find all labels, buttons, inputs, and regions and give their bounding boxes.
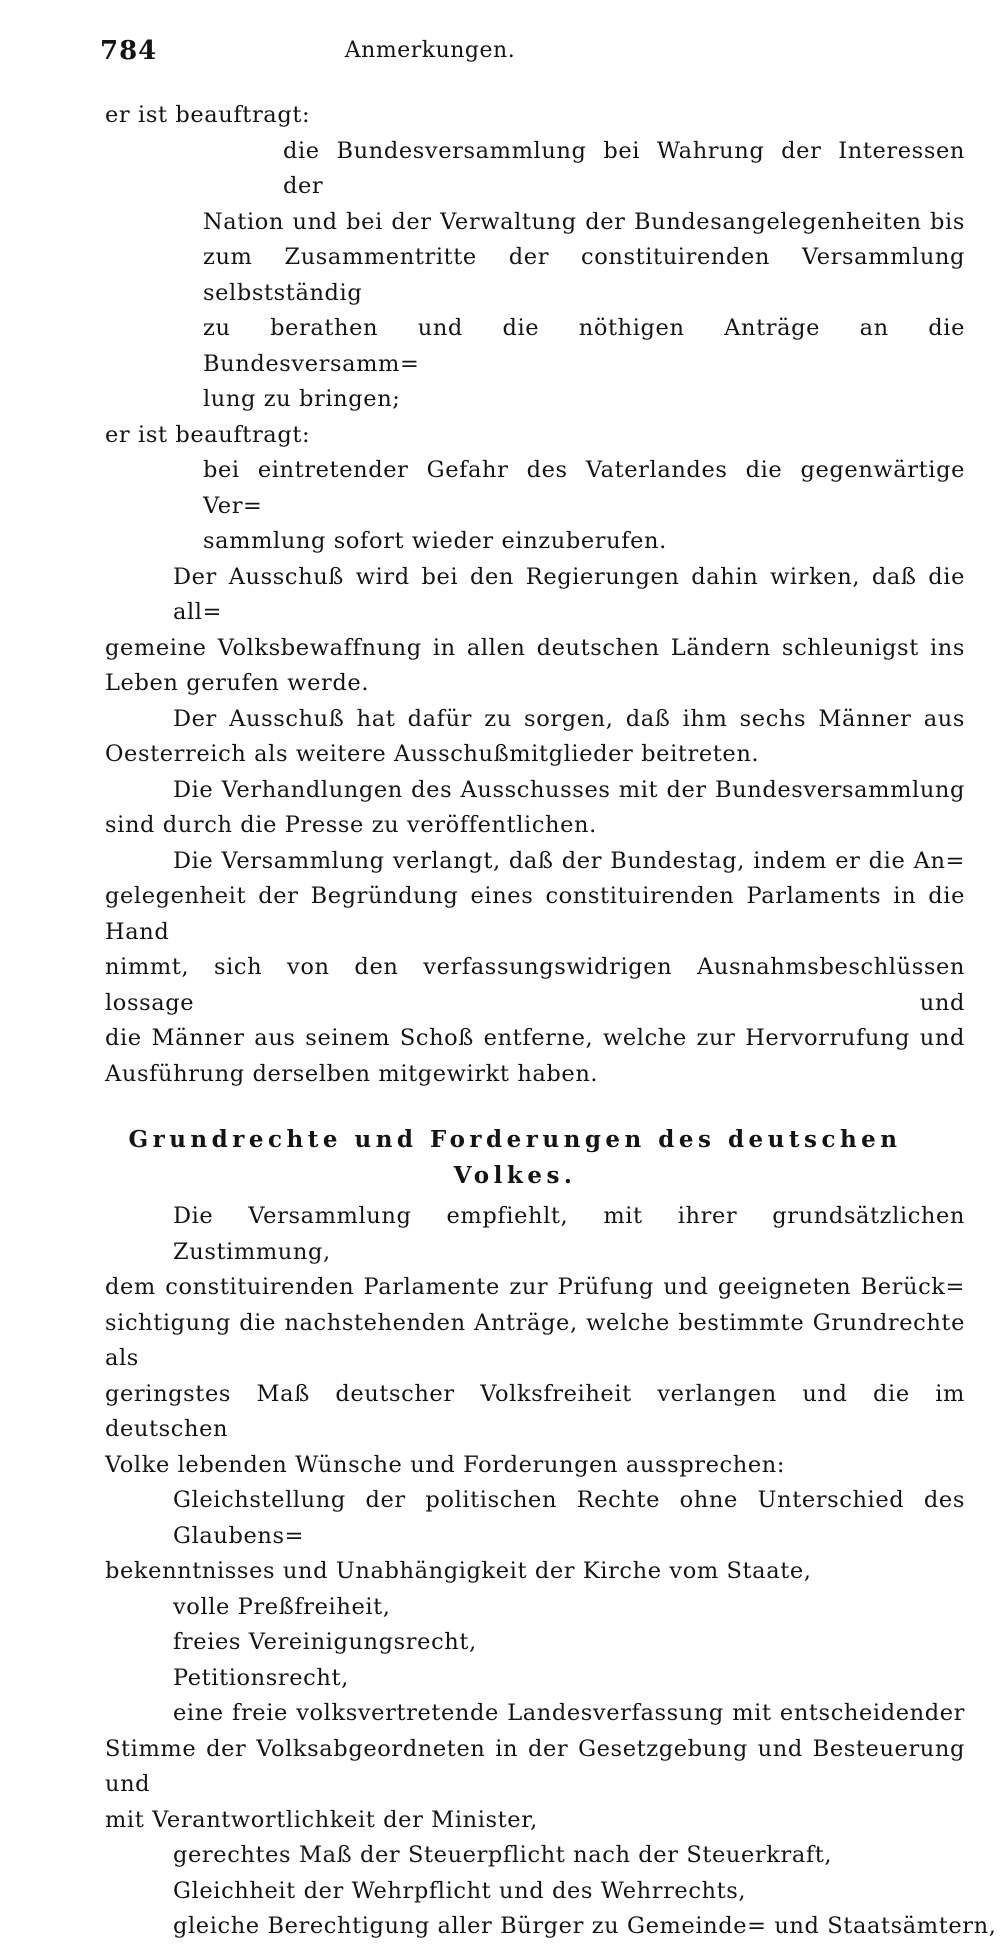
paragraph-line: Die Versammlung verlangt, daß der Bundestag, indem er die An= (173, 847, 965, 874)
paragraph-line: Ausführung derselben mitgewirkt haben. (105, 1060, 599, 1087)
demand-item-line: mit Verantwortlichkeit der Minister, (105, 1806, 538, 1833)
demand-item: gleiche Berechtigung aller Bürger zu Gemeinde= und Staatsämtern, (173, 1913, 997, 1939)
demand-item: gerechtes Maß der Steuerpflicht nach der Steuerkraft, (173, 1842, 833, 1868)
block1-lead: er ist beauftragt: (105, 102, 311, 128)
section-intro-line: Volke lebenden Wünsche und Forderungen aussprechen: (105, 1451, 786, 1478)
demand-item-line: Gleichstellung der politischen Rechte ohne Unterschied des Glaubens= (173, 1487, 965, 1549)
block1-line: zu berathen und die nöthigen Anträge an die Bundesversamm= (203, 315, 965, 377)
demand-item: freies Vereinigungsrecht, (173, 1629, 477, 1655)
block1-line: Nation und bei der Verwaltung der Bundesangelegenheiten bis (203, 208, 965, 235)
block2-lead: er ist beauftragt: (105, 421, 311, 448)
running-head: Anmerkungen. (344, 38, 516, 63)
paragraph-line: Leben gerufen werde. (105, 670, 370, 696)
block1-line: die Bundesversammlung bei Wahrung der Interessen der (283, 137, 965, 199)
paragraph-line: Der Ausschuß hat dafür zu sorgen, daß ihm sechs Männer aus (173, 705, 965, 732)
paragraph-line: Oesterreich als weitere Ausschußmitglieder beitreten. (105, 741, 760, 767)
block2-line: bei eintretender Gefahr des Vaterlandes die gegenwärtige Ver= (203, 457, 965, 519)
body-text (105, 98, 997, 1945)
section-heading: Grundrechte und Forderungen des deutschen Volkes. (128, 1126, 902, 1189)
demand-item: Petitionsrecht, (173, 1664, 349, 1691)
demand-item: Gleichheit der Wehrpflicht und des Wehrrechts, (173, 1877, 747, 1904)
demand-item-line: Stimme der Volksabgeordneten in der Gesetzgebung und Besteuerung und (105, 1735, 965, 1797)
paragraph-line: nimmt, sich von den verfassungswidrigen Ausnahmsbeschlüssen lossage und (105, 954, 965, 1016)
section-intro-line: Die Versammlung empfiehlt, mit ihrer grundsätzlichen Zustimmung, (173, 1203, 965, 1265)
section-intro-line: geringstes Maß deutscher Volksfreiheit verlangen und die im deutschen (105, 1380, 965, 1442)
demand-item-line: eine freie volksvertretende Landesverfassung mit entscheidender (173, 1700, 965, 1726)
block1-line: lung zu bringen; (203, 386, 401, 412)
demand-item-line: bekenntnisses und Unabhängigkeit der Kirche vom Staate, (105, 1558, 812, 1584)
paragraph-line: sind durch die Presse zu veröffentlichen. (105, 812, 597, 838)
paragraph-line: gelegenheit der Begründung eines constituirenden Parlaments in die Hand (105, 883, 965, 945)
paragraph-line: die Männer aus seinem Schoß entferne, welche zur Hervorrufung und (105, 1025, 965, 1051)
paragraph-line: Der Ausschuß wird bei den Regierungen dahin wirken, daß die all= (173, 563, 965, 625)
demand-item: volle Preßfreiheit, (173, 1593, 391, 1620)
page-header (100, 36, 960, 76)
paragraph-line: Die Verhandlungen des Ausschusses mit der Bundesversammlung (173, 776, 965, 803)
section-intro-line: dem constituirenden Parlamente zur Prüfung und geeigneten Berück= (105, 1274, 965, 1300)
block1-line: zum Zusammentritte der constituirenden Versammlung selbstständig (203, 244, 965, 306)
paragraph-line: gemeine Volksbewaffnung in allen deutschen Ländern schleunigst ins (105, 634, 965, 661)
page-number: 784 (100, 36, 158, 66)
section-intro-line: sichtigung die nachstehenden Anträge, welche bestimmte Grundrechte als (105, 1309, 965, 1371)
block2-line: sammlung sofort wieder einzuberufen. (203, 528, 667, 554)
